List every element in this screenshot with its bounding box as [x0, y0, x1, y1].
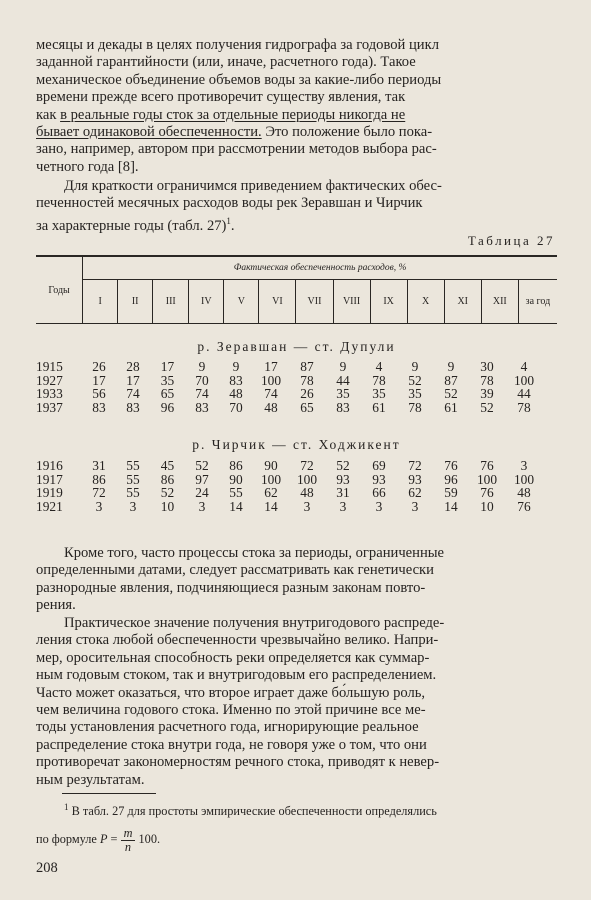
text-line: зано, например, автором при рассмотрении методов выбора рас- — [36, 141, 437, 158]
value-cell: 52 — [444, 386, 458, 402]
column-header: XI — [444, 280, 481, 324]
value-cell: 48 — [517, 485, 531, 501]
value-cell: 78 — [480, 372, 494, 388]
value-cell: 9 — [198, 359, 206, 374]
value-cell: 87 — [444, 372, 458, 388]
value-cell: 74 — [126, 386, 140, 402]
text-line: печенностей месячных расходов воды рек Зеравшан и Чирчик — [36, 195, 423, 212]
formula-denominator: n — [124, 839, 132, 854]
text-line: тоды установления расчетного года, игнорирующие реальное — [36, 719, 419, 736]
value-cell: 93 — [408, 471, 422, 487]
text-line: определенными датами, следует рассматривать как генетически — [36, 562, 434, 579]
column-header: VI — [259, 280, 296, 324]
table-27-header — [36, 255, 557, 324]
value-cell: 83 — [126, 399, 140, 415]
value-cell: 66 — [372, 485, 386, 501]
value-cell: 3 — [411, 498, 419, 514]
column-header: VIII — [333, 280, 370, 324]
table-row — [36, 486, 557, 500]
text-line: разнородные явления, подчиняющиеся разным законам повто- — [36, 579, 426, 596]
year-cell: 1933 — [36, 386, 63, 402]
value-cell: 9 — [339, 359, 347, 374]
footnote — [36, 793, 556, 854]
year-cell: 1927 — [36, 372, 63, 388]
column-header: I — [83, 280, 118, 324]
year-cell: 1919 — [36, 485, 63, 501]
value-cell: 35 — [160, 372, 175, 388]
value-cell: 90 — [229, 471, 243, 487]
table-row — [36, 473, 557, 487]
value-cell: 48 — [300, 485, 314, 501]
formula-fraction — [121, 827, 136, 854]
footnote-formula-line: по формуле P = $\frac{m}{n}$ 100. — [36, 825, 161, 854]
formula-factor: 100. — [138, 832, 161, 847]
text-line: чем величина годового стока. Именно по этой причине все ме- — [36, 702, 426, 719]
underlined-text: в реальные годы сток за отдельные периоды никогда не — [60, 106, 406, 123]
text-line: ным результатам. — [36, 771, 145, 788]
value-cell: 3 — [520, 458, 528, 473]
table-row — [36, 374, 557, 388]
table-row — [36, 387, 557, 401]
footnote-text: В табл. 27 для простоты эмпирические обеспеченности определялись — [71, 804, 437, 819]
column-header: V — [224, 280, 259, 324]
value-cell: 86 — [92, 471, 106, 487]
text-line: механическое объединение объемов воды за какие-либо периоды — [36, 71, 442, 88]
text-fragment: как — [36, 106, 61, 123]
value-cell: 3 — [339, 498, 347, 514]
value-cell: 72 — [408, 458, 422, 473]
table-row — [36, 459, 557, 473]
page-number: 208 — [36, 860, 58, 876]
value-cell: 83 — [229, 372, 243, 388]
value-cell: 100 — [513, 372, 535, 388]
value-cell: 31 — [92, 458, 106, 473]
group-header: Фактическая обеспеченность расходов, % — [83, 256, 557, 280]
value-cell: 93 — [372, 471, 386, 487]
value-cell: 35 — [408, 386, 422, 402]
value-cell: 76 — [480, 485, 494, 501]
value-cell: 17 — [160, 359, 175, 374]
value-cell: 17 — [126, 372, 140, 388]
value-cell: 55 — [126, 471, 140, 487]
formula-variable: P — [99, 832, 108, 847]
value-cell: 76 — [517, 498, 531, 514]
section-rows-zeravshan — [36, 360, 557, 414]
text-line: времени прежде всего противоречит существу явления, так — [36, 89, 406, 106]
value-cell: 17 — [92, 372, 106, 388]
value-cell: 55 — [229, 485, 243, 501]
value-cell: 59 — [444, 485, 458, 501]
value-cell: 9 — [447, 359, 455, 374]
value-cell: 31 — [336, 485, 350, 501]
value-cell: 62 — [408, 485, 422, 501]
value-cell: 10 — [480, 498, 494, 514]
value-cell: 65 — [160, 386, 175, 402]
value-cell: 48 — [264, 399, 278, 415]
text-line: Кроме того, часто процессы стока за периоды, ограниченные — [64, 545, 445, 561]
column-header: XII — [481, 280, 518, 324]
value-cell: 3 — [375, 498, 383, 514]
text-line — [36, 124, 556, 141]
value-cell: 87 — [300, 359, 314, 374]
value-cell: 26 — [300, 386, 314, 402]
value-cell: 97 — [195, 471, 209, 487]
value-cell: 96 — [444, 471, 458, 487]
text-line: ления стока любой обеспеченности чрезвычайно велико. Напри- — [36, 632, 439, 649]
table-caption: Таблица 27 — [467, 233, 555, 248]
column-header: IV — [189, 280, 224, 324]
table-row — [36, 401, 557, 415]
value-cell: 83 — [336, 399, 350, 415]
value-cell: 72 — [300, 458, 314, 473]
value-cell: 4 — [520, 359, 528, 374]
paragraph-3 — [36, 545, 556, 615]
value-cell: 9 — [232, 359, 240, 374]
value-cell: 100 — [296, 471, 318, 487]
value-cell: 72 — [92, 485, 106, 501]
text-line: рения. — [36, 597, 76, 614]
text-line: Практическое значение получения внутригодового распреде- — [64, 615, 445, 631]
value-cell: 93 — [336, 471, 350, 487]
value-cell: 3 — [303, 498, 311, 514]
section-title-chirchik: р. Чирчик — ст. Ходжикент — [192, 437, 401, 452]
value-cell: 96 — [160, 399, 175, 415]
column-header: IX — [370, 280, 407, 324]
value-cell: 52 — [336, 458, 350, 473]
text-line: противоречат закономерностям речного стока, приводят к невер- — [36, 754, 440, 771]
value-cell: 45 — [160, 458, 175, 473]
value-cell: 90 — [264, 458, 278, 473]
value-cell: 3 — [129, 498, 137, 514]
section-rows-chirchik — [36, 459, 557, 513]
value-cell: 26 — [92, 359, 106, 374]
value-cell: 65 — [300, 399, 314, 415]
value-cell: 78 — [300, 372, 314, 388]
column-header: X — [407, 280, 444, 324]
value-cell: 62 — [264, 485, 278, 501]
value-cell: 86 — [160, 471, 175, 487]
text-line: ным годовым стоком, так и внутригодовым его распределением. — [36, 667, 437, 684]
column-header: за год — [518, 280, 557, 324]
paragraph-2 — [36, 178, 556, 235]
value-cell: 52 — [480, 399, 494, 415]
years-header: Годы — [36, 256, 83, 324]
value-cell: 100 — [513, 471, 535, 487]
value-cell: 44 — [517, 386, 531, 402]
section-title-zeravshan: р. Зеравшан — ст. Дупули — [197, 339, 396, 354]
value-cell: 100 — [476, 471, 498, 487]
value-cell: 56 — [92, 386, 106, 402]
column-header: II — [118, 280, 153, 324]
footnote-marker: 1 — [226, 215, 231, 226]
text-line: распределение стока внутри года, не говоря уже о том, что они — [36, 736, 427, 753]
text-line — [36, 107, 556, 124]
value-cell: 48 — [229, 386, 243, 402]
text-line: Для краткости ограничимся приведением фактических обес- — [64, 178, 442, 194]
value-cell: 70 — [195, 372, 209, 388]
value-cell: 78 — [517, 399, 531, 415]
year-cell: 1937 — [36, 399, 63, 415]
value-cell: 28 — [126, 359, 140, 374]
year-cell: 1917 — [36, 471, 63, 487]
value-cell: 100 — [260, 471, 282, 487]
value-cell: 52 — [160, 485, 175, 501]
value-cell: 35 — [336, 386, 350, 402]
text-line: месяцы и декады в целях получения гидрографа за годовой цикл — [36, 37, 439, 53]
footnote-marker: 1 — [64, 802, 69, 812]
text-line: заданной гарантийности (или, иначе, расчетного года). Такое — [36, 54, 416, 71]
paragraph-4 — [36, 615, 556, 789]
value-cell: 100 — [260, 372, 282, 388]
value-cell: 52 — [408, 372, 422, 388]
value-cell: 14 — [229, 498, 243, 514]
value-cell: 14 — [264, 498, 278, 514]
underlined-text: бывает одинаковой обеспеченности. — [36, 124, 262, 141]
table-row — [36, 360, 557, 374]
value-cell: 74 — [264, 386, 278, 402]
column-header-row — [36, 280, 557, 324]
text-fragment: за характерные годы (табл. 27) — [36, 217, 227, 234]
paragraph-1 — [36, 37, 556, 176]
value-cell: 83 — [92, 399, 106, 415]
value-cell: 4 — [375, 359, 383, 374]
value-cell: 61 — [444, 399, 458, 415]
formula-numerator: m — [121, 827, 136, 841]
value-cell: 61 — [372, 399, 386, 415]
value-cell: 55 — [126, 485, 140, 501]
text-line: четного года [8]. — [36, 158, 139, 175]
value-cell: 76 — [444, 458, 458, 473]
year-cell: 1921 — [36, 498, 63, 514]
text-line: Часто может оказаться, что второе играет даже бо́льшую роль, — [36, 684, 426, 701]
footnote-text: по формуле — [36, 832, 100, 847]
value-cell: 76 — [480, 458, 494, 473]
value-cell: 10 — [160, 498, 175, 514]
text-fragment: Это положение было пока- — [261, 124, 433, 141]
table-row — [36, 500, 557, 514]
value-cell: 86 — [229, 458, 243, 473]
value-cell: 78 — [408, 399, 422, 415]
column-header: VII — [296, 280, 333, 324]
value-cell: 74 — [195, 386, 209, 402]
text-line: за характерные годы (табл. 27)$^1$. — [36, 215, 235, 234]
value-cell: 52 — [195, 458, 209, 473]
value-cell: 83 — [195, 399, 209, 415]
value-cell: 69 — [372, 458, 386, 473]
year-cell: 1915 — [36, 359, 63, 374]
column-header: III — [153, 280, 189, 324]
value-cell: 39 — [480, 386, 494, 402]
value-cell: 3 — [198, 498, 206, 514]
value-cell: 78 — [372, 372, 386, 388]
value-cell: 35 — [372, 386, 386, 402]
value-cell: 70 — [229, 399, 243, 415]
value-cell: 24 — [195, 485, 209, 501]
value-cell: 3 — [95, 498, 103, 514]
value-cell: 55 — [126, 458, 140, 473]
value-cell: 9 — [411, 359, 419, 374]
text-line: мер, оросительная способность реки определяется как суммар- — [36, 649, 430, 666]
value-cell: 17 — [264, 359, 278, 374]
year-cell: 1916 — [36, 458, 63, 473]
footnote-line — [36, 793, 556, 825]
value-cell: 14 — [444, 498, 458, 514]
value-cell: 30 — [480, 359, 494, 374]
value-cell: 44 — [336, 372, 350, 388]
